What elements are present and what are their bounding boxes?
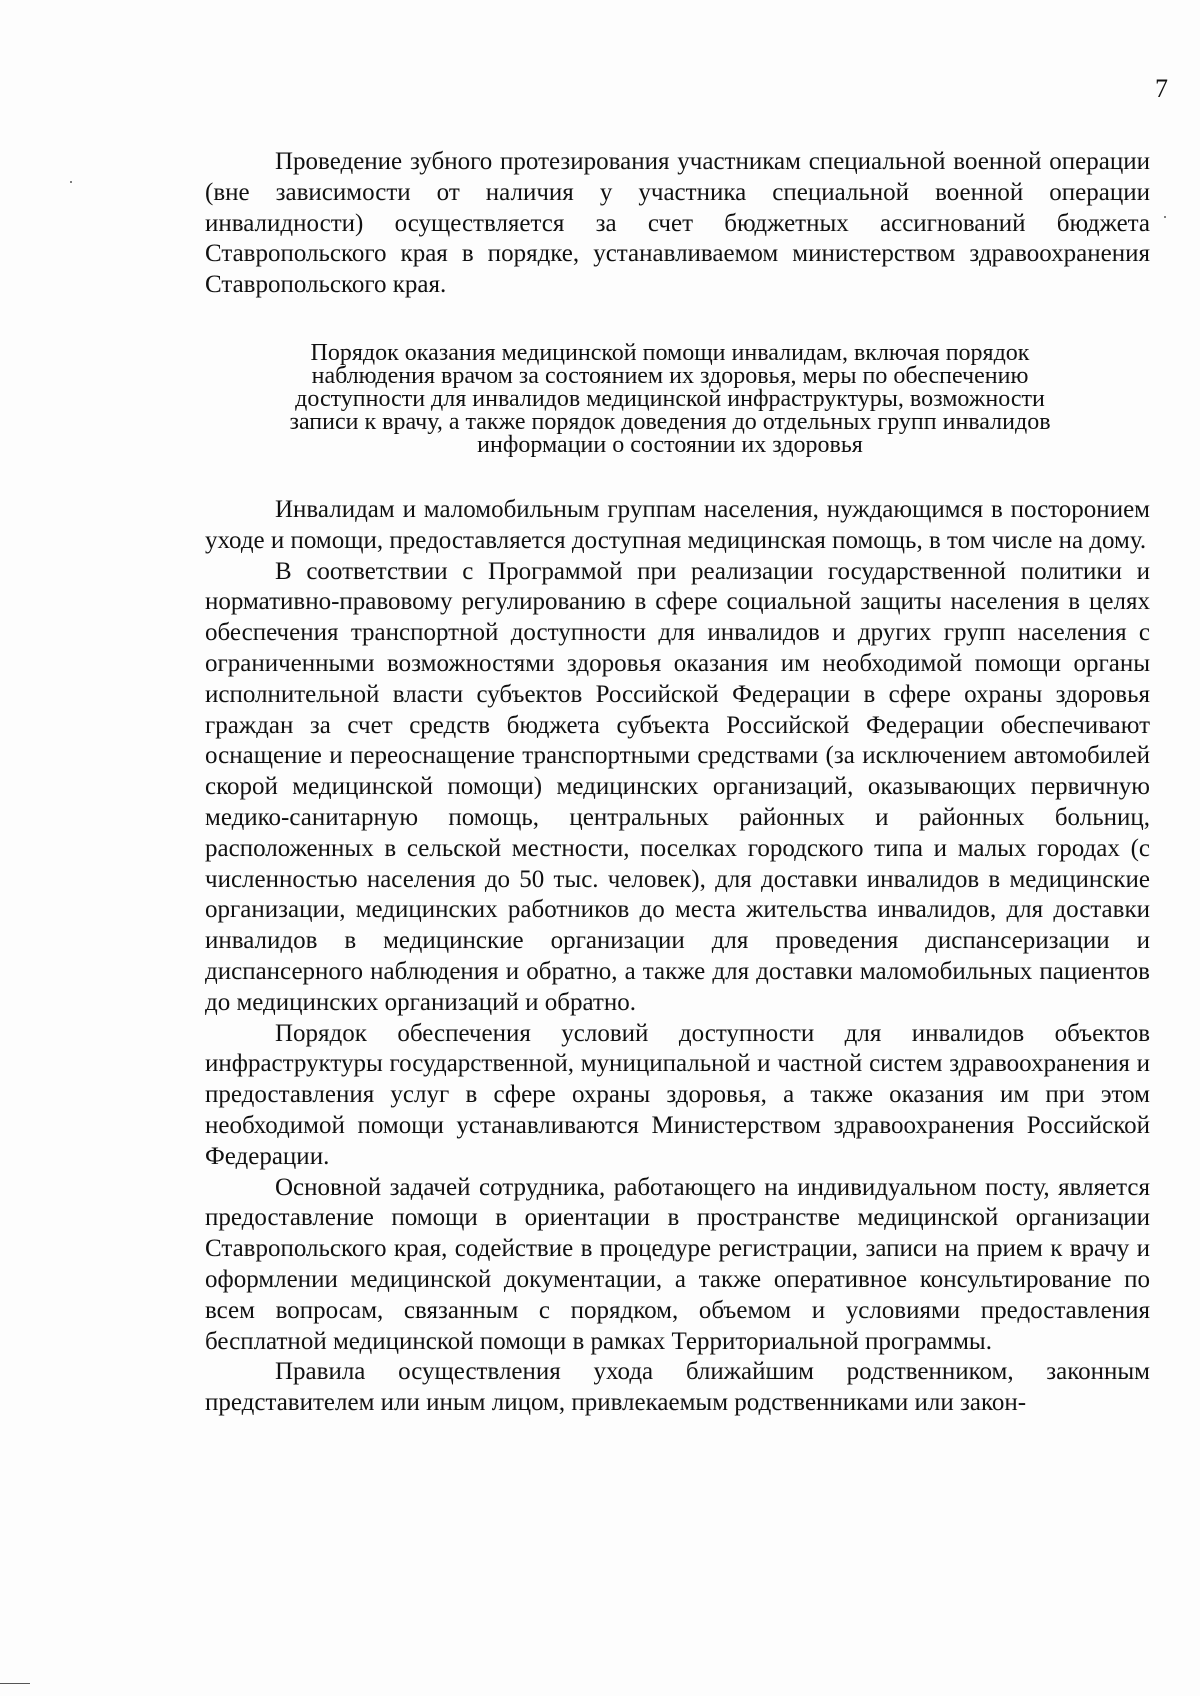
paragraph: Правила осуществления ухода ближайшим родственником, законным представителем или иным лицом, привлекаемым родственниками или закон- (205, 1358, 1150, 1417)
scan-speck (70, 181, 72, 183)
paragraph-intro: Проведение зубного протезирования участникам специальной военной операции (вне зависимости от наличия у участника специальной военной операции инвалидности) осуществляется за счет бюджетных ассигнований бюджета Ставропольского края в порядке, устанавливаемом министерством здравоохранения Ставропольского края. (205, 148, 1150, 299)
section-heading (210, 342, 1130, 457)
heading-line: доступности для инвалидов медицинской инфраструктуры, возможности (295, 386, 1045, 412)
paragraph: Инвалидам и маломобильным группам населения, нуждающимся в посторонием уходе и помощи, предоставляется доступная медицинская помощь, в том числе на дому. (205, 496, 1150, 554)
intro-block (205, 147, 1150, 301)
paragraph: Основной задачей сотрудника, работающего на индивидуальном посту, является предоставление помощи в ориентации в пространстве медицинской организации Ставропольского края, содействие в процедуре регистрации, записи на прием к врачу и оформлении медицинской документации, а также оперативное консультирование по всем вопросам, связанным с порядком, объемом и условиями предоставления бесплатной медицинской помощи в рамках Территориальной программы. (205, 1173, 1150, 1355)
main-text-block (205, 495, 1150, 1419)
heading-line: наблюдения врачом за состоянием их здоровья, меры по обеспечению (311, 363, 1029, 389)
heading-line: Порядок оказания медицинской помощи инвалидам, включая порядок (310, 340, 1030, 366)
page-number: 7 (1155, 74, 1168, 103)
heading-line: информации о состоянии их здоровья (477, 432, 863, 458)
scan-speck (0, 1683, 30, 1684)
heading-line: записи к врачу, а также порядок доведения до отдельных групп инвалидов (289, 409, 1051, 435)
paragraph: Порядок обеспечения условий доступности для инвалидов объектов инфраструктуры государственной, муниципальной и частной систем здравоохранения и предоставления услуг в сфере охраны здоровья, а также оказания им при этом необходимой помощи устанавливаются Министерством здравоохранения Российской Федерации. (205, 1019, 1150, 1170)
paragraph: В соответствии с Программой при реализации государственной политики и нормативно-правовому регулированию в сфере социальной защиты населения в целях обеспечения транспортной доступности для инвалидов и других групп населения с ограниченными возможностями здоровья оказания им необходимой помощи органы исполнительной власти субъектов Российской Федерации в сфере охраны здоровья граждан за счет средств бюджета субъекта Российской Федерации обеспечивают оснащение и переоснащение транспортными средствами (за исключением автомобилей скорой медицинской помощи) медицинских организаций, оказывающих первичную медико-санитарную помощь, центральных районных и районных больниц, расположенных в сельской местности, поселках городского типа и малых городах (с численностью населения до 50 тыс. человек), для доставки инвалидов в медицинские организации, медицинских работников до места жительства инвалидов, для доставки инвалидов в медицинские организации для проведения диспансеризации и диспансерного наблюдения и обратно, а также для доставки маломобильных пациентов до медицинских организаций и обратно. (205, 557, 1150, 1016)
scan-speck (1164, 216, 1166, 218)
